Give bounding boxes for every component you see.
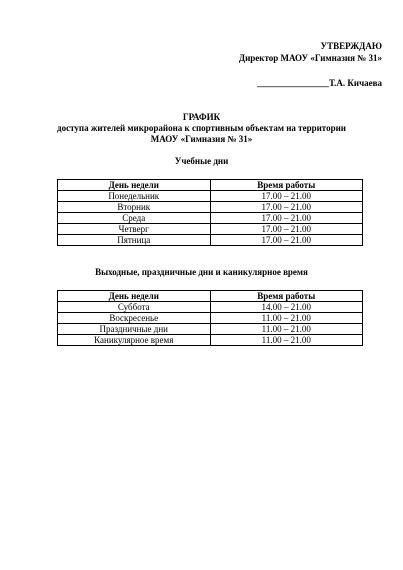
table-row bbox=[58, 213, 363, 224]
school-days-heading: Учебные дни bbox=[174, 156, 229, 166]
approval-block bbox=[239, 40, 382, 89]
holidays-heading: Выходные, праздничные дни и каникулярное время bbox=[95, 267, 308, 277]
approval-director: Директор МАОУ «Гимназия № 31» bbox=[238, 53, 382, 63]
table-row bbox=[58, 335, 363, 346]
approval-signature: ________________Т.А. Кичаева bbox=[257, 78, 382, 88]
table-row bbox=[58, 313, 363, 324]
col-header-time: Время работы bbox=[210, 291, 363, 302]
day-cell: Праздничные дни bbox=[58, 324, 211, 335]
document-subtitle-line1: доступа жителей микрорайона к спортивным объектам на территории bbox=[57, 123, 346, 133]
col-header-time: Время работы bbox=[210, 180, 363, 191]
time-cell: 14.00 – 21.00 bbox=[210, 302, 363, 313]
approval-heading: УТВЕРЖДАЮ bbox=[320, 41, 382, 51]
time-cell: 17.00 – 21.00 bbox=[210, 202, 363, 213]
day-cell: Пятница bbox=[58, 235, 211, 246]
table-header-row bbox=[58, 291, 363, 302]
day-cell: Среда bbox=[58, 213, 211, 224]
table-row bbox=[58, 324, 363, 335]
table-header-row bbox=[58, 180, 363, 191]
table-row bbox=[58, 235, 363, 246]
table-row bbox=[58, 224, 363, 235]
holidays-table bbox=[57, 290, 363, 346]
table-row bbox=[58, 191, 363, 202]
day-cell: Каникулярное время bbox=[58, 335, 211, 346]
time-cell: 17.00 – 21.00 bbox=[210, 235, 363, 246]
day-cell: Понедельник bbox=[58, 191, 211, 202]
document-title: ГРАФИК bbox=[182, 112, 221, 122]
school-days-table bbox=[57, 179, 363, 246]
time-cell: 17.00 – 21.00 bbox=[210, 191, 363, 202]
time-cell: 11.00 – 21.00 bbox=[210, 335, 363, 346]
time-cell: 11.00 – 21.00 bbox=[210, 324, 363, 335]
document-title-block bbox=[0, 112, 403, 145]
time-cell: 11.00 – 21.00 bbox=[210, 313, 363, 324]
time-cell: 17.00 – 21.00 bbox=[210, 224, 363, 235]
document-subtitle-line2: МАОУ «Гимназия № 31» bbox=[150, 134, 253, 144]
day-cell: Четверг bbox=[58, 224, 211, 235]
table-row bbox=[58, 302, 363, 313]
day-cell: Суббота bbox=[58, 302, 211, 313]
table-row bbox=[58, 202, 363, 213]
day-cell: Воскресенье bbox=[58, 313, 211, 324]
col-header-day: День недели bbox=[58, 291, 211, 302]
time-cell: 17.00 – 21.00 bbox=[210, 213, 363, 224]
day-cell: Вторник bbox=[58, 202, 211, 213]
col-header-day: День недели bbox=[58, 180, 211, 191]
